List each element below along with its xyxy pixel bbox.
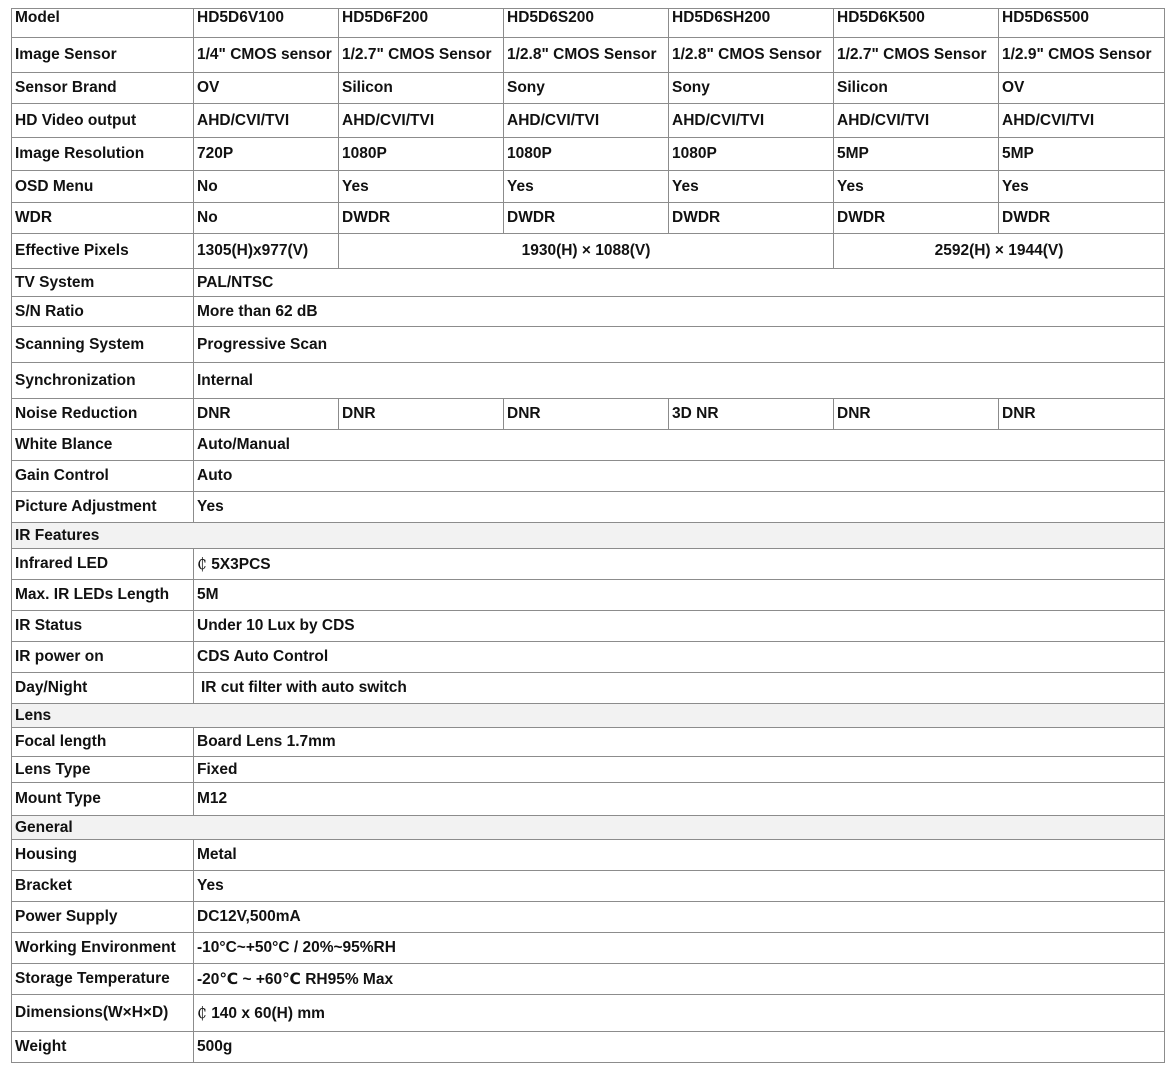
table-row [12, 138, 1165, 171]
spec-value: DWDR [999, 203, 1165, 234]
table-row [12, 461, 1165, 492]
spec-value: 1080P [504, 138, 669, 171]
spec-value: 5X3PCS [211, 555, 271, 573]
spec-value-cell [194, 549, 1165, 580]
table-row [12, 1032, 1165, 1063]
spec-value: 1080P [669, 138, 834, 171]
spec-label: Infrared LED [12, 549, 194, 580]
spec-value: 1305(H)x977(V) [194, 234, 339, 269]
spec-value: Silicon [339, 73, 504, 104]
spec-value: DNR [834, 399, 999, 430]
spec-value: AHD/CVI/TVI [339, 104, 504, 138]
spec-value: DWDR [339, 203, 504, 234]
spec-label: Model [12, 9, 194, 38]
table-row [12, 104, 1165, 138]
spec-value: Board Lens 1.7mm [194, 728, 1165, 757]
spec-value: Yes [339, 171, 504, 203]
spec-value: CDS Auto Control [194, 642, 1165, 673]
table-row [12, 840, 1165, 871]
spec-value: 1/2.7" CMOS Sensor [834, 38, 999, 73]
table-row [12, 673, 1165, 704]
spec-value: Auto [194, 461, 1165, 492]
spec-value: HD5D6K500 [834, 9, 999, 38]
spec-label: Effective Pixels [12, 234, 194, 269]
spec-value: Internal [194, 363, 1165, 399]
spec-value: AHD/CVI/TVI [504, 104, 669, 138]
table-row [12, 297, 1165, 327]
table-row [12, 549, 1165, 580]
spec-label: Dimensions(W×H×D) [12, 995, 194, 1032]
spec-value: No [194, 203, 339, 234]
spec-value: HD5D6F200 [339, 9, 504, 38]
spec-label: Mount Type [12, 783, 194, 816]
spec-label: Sensor Brand [12, 73, 194, 104]
spec-value: AHD/CVI/TVI [999, 104, 1165, 138]
spec-label: TV System [12, 269, 194, 297]
spec-value: HD5D6SH200 [669, 9, 834, 38]
spec-value: HD5D6S200 [504, 9, 669, 38]
table-row [12, 234, 1165, 269]
spec-value: Fixed [194, 757, 1165, 783]
spec-value: 5MP [999, 138, 1165, 171]
spec-value: DC12V,500mA [194, 902, 1165, 933]
spec-value: 1/2.8" CMOS Sensor [669, 38, 834, 73]
spec-label: Gain Control [12, 461, 194, 492]
table-row [12, 203, 1165, 234]
spec-value: Yes [194, 492, 1165, 523]
spec-value: Sony [504, 73, 669, 104]
section-row [12, 523, 1165, 549]
spec-label: Day/Night [12, 673, 194, 704]
spec-value: HD5D6V100 [194, 9, 339, 38]
spec-label: IR power on [12, 642, 194, 673]
spec-value: AHD/CVI/TVI [669, 104, 834, 138]
spec-label: Weight [12, 1032, 194, 1063]
spec-value: -20℃ ~ +60℃ RH95% Max [194, 964, 1165, 995]
table-row [12, 995, 1165, 1032]
spec-label: Synchronization [12, 363, 194, 399]
spec-value: 5MP [834, 138, 999, 171]
spec-value: 140 x 60(H) mm [211, 1004, 325, 1022]
table-row [12, 611, 1165, 642]
table-row [12, 933, 1165, 964]
spec-value: 1/2.7" CMOS Sensor [339, 38, 504, 73]
spec-value: AHD/CVI/TVI [834, 104, 999, 138]
section-heading: General [12, 816, 1165, 840]
spec-value: 3D NR [669, 399, 834, 430]
spec-value: 5M [194, 580, 1165, 611]
spec-label: OSD Menu [12, 171, 194, 203]
spec-value: M12 [194, 783, 1165, 816]
section-heading: Lens [12, 704, 1165, 728]
spec-value: 1080P [339, 138, 504, 171]
cent-glyph: ₵ [197, 554, 207, 573]
spec-value: DNR [999, 399, 1165, 430]
spec-value: AHD/CVI/TVI [194, 104, 339, 138]
spec-value: 500g [194, 1032, 1165, 1063]
spec-value: Sony [669, 73, 834, 104]
table-row [12, 327, 1165, 363]
table-row [12, 728, 1165, 757]
spec-table [11, 8, 1165, 1063]
spec-value: OV [999, 73, 1165, 104]
spec-value: No [194, 171, 339, 203]
spec-label: White Blance [12, 430, 194, 461]
spec-label: Lens Type [12, 757, 194, 783]
spec-value-cell [194, 995, 1165, 1032]
spec-value: Yes [834, 171, 999, 203]
spec-label: Housing [12, 840, 194, 871]
spec-label: WDR [12, 203, 194, 234]
spec-label: Max. IR LEDs Length [12, 580, 194, 611]
table-row [12, 580, 1165, 611]
table-row [12, 430, 1165, 461]
spec-label: Image Resolution [12, 138, 194, 171]
table-row [12, 73, 1165, 104]
table-row [12, 902, 1165, 933]
spec-value: 1/4" CMOS sensor [194, 38, 339, 73]
table-row [12, 399, 1165, 430]
table-row [12, 492, 1165, 523]
spec-value: DWDR [669, 203, 834, 234]
spec-value: Metal [194, 840, 1165, 871]
spec-label: Focal length [12, 728, 194, 757]
table-row [12, 269, 1165, 297]
spec-value: Under 10 Lux by CDS [194, 611, 1165, 642]
spec-value: DNR [339, 399, 504, 430]
spec-value: More than 62 dB [194, 297, 1165, 327]
table-row [12, 757, 1165, 783]
spec-value: 1/2.8" CMOS Sensor [504, 38, 669, 73]
spec-value: Yes [504, 171, 669, 203]
spec-label: Working Environment [12, 933, 194, 964]
spec-value: HD5D6S500 [999, 9, 1165, 38]
spec-label: Scanning System [12, 327, 194, 363]
cent-glyph: ₵ [197, 1003, 207, 1022]
spec-value: DNR [504, 399, 669, 430]
spec-label: Picture Adjustment [12, 492, 194, 523]
spec-label: S/N Ratio [12, 297, 194, 327]
spec-value: PAL/NTSC [194, 269, 1165, 297]
spec-value: Progressive Scan [194, 327, 1165, 363]
spec-value: IR cut filter with auto switch [194, 673, 1165, 704]
section-row [12, 704, 1165, 728]
table-row [12, 783, 1165, 816]
spec-value: 2592(H) × 1944(V) [834, 234, 1165, 269]
spec-value: 1/2.9" CMOS Sensor [999, 38, 1165, 73]
spec-value: Auto/Manual [194, 430, 1165, 461]
spec-value: DNR [194, 399, 339, 430]
spec-value: 720P [194, 138, 339, 171]
table-row [12, 9, 1165, 38]
table-row [12, 642, 1165, 673]
spec-value: 1930(H) × 1088(V) [339, 234, 834, 269]
spec-value: DWDR [504, 203, 669, 234]
table-row [12, 964, 1165, 995]
spec-label: Noise Reduction [12, 399, 194, 430]
spec-value: Silicon [834, 73, 999, 104]
section-row [12, 816, 1165, 840]
spec-label: Image Sensor [12, 38, 194, 73]
spec-label: Bracket [12, 871, 194, 902]
spec-value: Yes [999, 171, 1165, 203]
table-row [12, 171, 1165, 203]
spec-value: DWDR [834, 203, 999, 234]
table-row [12, 871, 1165, 902]
spec-value: -10°C~+50°C / 20%~95%RH [194, 933, 1165, 964]
spec-label: HD Video output [12, 104, 194, 138]
spec-label: IR Status [12, 611, 194, 642]
spec-value: Yes [669, 171, 834, 203]
spec-value: Yes [194, 871, 1165, 902]
table-row [12, 363, 1165, 399]
spec-label: Power Supply [12, 902, 194, 933]
section-heading: IR Features [12, 523, 1165, 549]
table-row [12, 38, 1165, 73]
spec-value: OV [194, 73, 339, 104]
spec-label: Storage Temperature [12, 964, 194, 995]
